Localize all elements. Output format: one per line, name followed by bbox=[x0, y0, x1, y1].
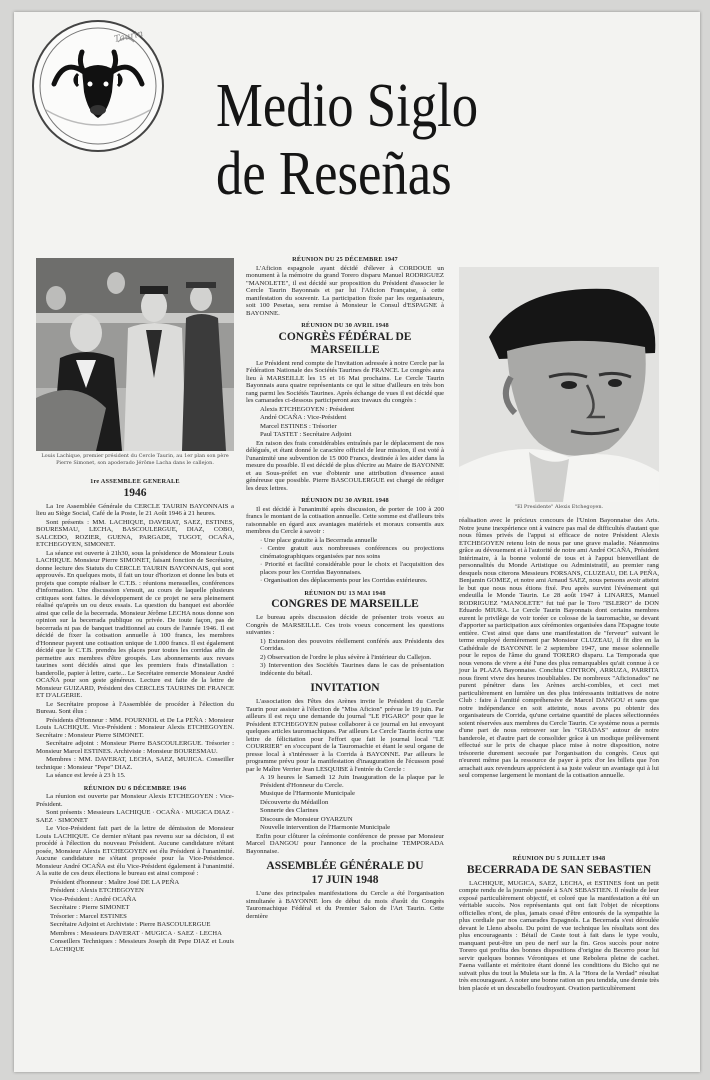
paragraph: Il est décidé à l'unanimité après discussion, de porter de 100 à 200 francs le montant de la cotisation annuelle. Cette somme est d'ailleurs très raisonnable en égard aux avantages matériels et moraux consentis aux membres du Cercle à savoir : bbox=[246, 505, 444, 535]
list-item: · Priorité et facilité considérable pour le choix et l'acquisition des places pour les Corridas Bayonnaises. bbox=[260, 561, 444, 576]
column-right bbox=[459, 517, 659, 781]
section-heading: RÉUNION DU 6 DÉCEMBRE 1946 bbox=[83, 784, 187, 792]
paragraph: LACHIQUE, MUGICA, SAEZ, LECHA, et ESTINES font un petit compte rendu de la journée passée à SAN SEBASTIEN. Il résulte de leur exposé particulièrement objectif, et coloré que la manifestation a été un véritable succès. Nos représentants qui ont fait l'objet de réceptions officielles n'ont, de plus, jamais cessé d'être entourés de la sympathie la plus cordiale par nos camarades Espagnols. La Becerrada s'est déroulée devant le Lleno absolu. Du point de vue technique les résultats sont des plus encourageants : Bétail de Caste tout à fait dans le type voulu, manquant peut-être un peu de nerf sur la fin. Gros succès pour notre Torero qui profita des bonnes dispositions d'origine du Becerro pour lui servir quelques bonnes Véroniques et une Rebolera pleine de cachet. Faena vaillante et méritoire étant donné les conditions du Bicho qui ne suivait plus du tout la Muleta sur la fin. A la "Hora de la Verdad" résultat très encourageant. A noter une bonne ration un peu tendida, une demie très bien placée et un descabello foudroyant. Ovation particulièrement bbox=[459, 879, 659, 992]
list-item: Conseillers Techniques : Messieurs Joseph dit Pepe DIAZ et Louis LACHIQUE bbox=[50, 938, 234, 953]
poster-page bbox=[14, 12, 700, 1072]
list-item: Alexis ETCHEGOYEN : Président bbox=[260, 405, 355, 413]
list-item: Trésorier : Marcel ESTINES bbox=[50, 912, 127, 920]
section-title: 17 JUIN 1948 bbox=[311, 874, 379, 886]
title-line-1: Medio Siglo bbox=[216, 72, 479, 140]
photo2-caption: "El Presidente" Alexis Etchegoyen. bbox=[514, 504, 604, 510]
section-title: ASSEMBLÉE GÉNÉRALE DU bbox=[266, 860, 424, 872]
paragraph: Le bureau après discussion décide de présenter trois voeux au Congrès de MARSEILLE. Ces trois voeux concernent les questions suivantes : bbox=[246, 614, 444, 636]
list-item: Président : Alexis ETCHEGOYEN bbox=[50, 887, 144, 894]
paragraph: L'association des Fêtes des Arènes invite le Président du Cercle Taurin pour assister à l'élection de "Miss Aficion" prévue le 19 juin. Par ailleurs il est reçu une demande du journal "LE FIGARO" pour que le Président ETCHEGOYEN puisse collaborer à ce journal en lui envoyant quelques articles tauromachiques. Par ailleurs Le Cercle Taurin écrira une lettre de félicitation pour l'effort que fait le journal local "LE COURRIER" en s'occupant de la Tauromachie et étant le seul organe de presse local à s'intéresser à la Corrida à BAYONNE. Par ailleurs le programme prévu pour la manifestation d'inauguration de l'écusson posé par le Maître Verrier Jean LESQUIBE à l'entrée du Cercle : bbox=[246, 698, 444, 773]
list-item: Sonnerie des Clarines bbox=[260, 807, 319, 814]
page-title bbox=[216, 72, 616, 208]
portrait-photo-president bbox=[459, 267, 659, 502]
list-item: · Centre gratuit aux nombreuses conférences ou projections cinématographiques organisées par nos soins bbox=[260, 545, 444, 560]
list-item: Découverte du Médaillon bbox=[260, 798, 329, 806]
section-heading: RÉUNION DU 25 DÉCEMBRE 1947 bbox=[292, 256, 398, 263]
list-item: · Organisation des déplacements pour les Corridas extérieures. bbox=[260, 577, 428, 584]
paragraph: La réunion est ouverte par Monsieur Alexis ETCHEGOYEN : Vice-Président. bbox=[36, 793, 234, 808]
section-title: BECERRADA DE SAN SEBASTIEN bbox=[466, 863, 652, 876]
paragraph: L'Aficion espagnole ayant décidé d'élever à CORDOUE un monument à la mémoire du grand Torero disparu Manuel RODRIGUEZ "MANOLETE", il est décidé sur proposition du Président d'associer le Cercle Taurin Bayonnais et par lui l'Aficion Française, à cette manifestation du souvenir. La participation fixée par les organisateurs, soit 100 Pesetas, sera remise à Monsieur le Consul d'ESPAGNE à BAYONNE. bbox=[246, 264, 444, 317]
list-item: Discours de Monsieur OYARZUN bbox=[260, 815, 353, 823]
column-middle bbox=[246, 256, 444, 921]
bull-logo-icon bbox=[32, 20, 164, 152]
paragraph: réalisation avec le précieux concours de l'Union Bayonnaise des Arts. Notre jeune inexpérience ont à vaincre pas mal de difficultés d'autant que nous fûmes privés de l'appui si efficace de notre Président Alexis ETCHEGOYEN retenu loin de nous par une grave maladie. Néanmoins grâce au dévouement et à l'autorité de notre ami André OCAÑA, Président Intérimaire, à la bonne volonté de tous et à l'appui bienveillant de personnalités du Monde Artistique ou Administratif, au premier rang desquels nous citerons Messieurs FORSANS, CLUZEAU, DE LA PEÑA, Benjamin GOMEZ, et notre ami Arnaud SAEZ, nous pensons avoir atteint le but que nous nous étions fixé. Peu après survint l'événement qui endeuilla le Monde Taurin. Le 28 août 1947 à LINARES, Manuel RODRIGUEZ "MANOLETE" fut tué par le Toro "ISLERO" de DON Eduardo MIURA. Le Cercle Taurin Bayonnais dont certains membres eurent le privilège de voir toréer ce colosse de la tauromachie, se devant d'apporter sa participation aux cérémonies organisées dans l'Espagne toute entière. C'est ainsi que dans une manifestation de "ferveur" suivant le terme employé dernièrement par Monsieur CLUZEAU, il fit dire en la Cathédrale de BAYONNE le 2 septembre 1947, une messe solennelle pour le repos de l'âme du grand TORERO disparu. La Temporada que nous venons de vivre a été l'une des plus remarquables qu'ait connue à ce jour la PLAZA Bayonnaise. Conchita CINTRON, ARRUZA, PARRITA nous firent vivre des heures inoubliables. De nombreux "Aficionados" ne purent pénétrer dans les Arènes archi-combles, et ceci met particulièrement en lumière un des plus intéressants initiatives de notre Club : faire à l'amitié compréhensive de Marcel DANGOU et sans que notre indépendance en soit atteinte, nous avons pu obtenir des organisateurs de Corrida, qu'une certaine quantité de places sélectionnées soient réservées aux membres du Cercle Taurin. Ce système nous a permis d'une part de nous retrouver sur les "GRADAS" autour de notre banderole, et d'autre part de consolider grâce à un modique prélèvement effectué sur le prix de chaque place mise à notre disposition, notre trésorerie durement secouée par l'organisation du congrès. Ceux qui n'eurent même pas la ressource de payer à prix d'or les billets que l'on arrachait aux revendeurs apprécient à sa juste valeur un avantage qui à lui seul compense largement le montant de la cotisation annuelle. bbox=[459, 517, 659, 779]
list-item: 1) Extension des pouvoirs réellement conférés aux Présidents des Corridas. bbox=[260, 637, 444, 652]
paragraph: Enfin pour clôturer la cérémonie conférence de presse par Monsieur Marcel DANGOU pour l'annonce de la prochaine TEMPORADA Bayonnaise. bbox=[246, 832, 444, 855]
list-item: Marcel ESTINES : Trésorier bbox=[260, 422, 337, 430]
section-heading: 1re ASSEMBLEE GENERALE bbox=[90, 478, 180, 485]
photo1-caption: Louis Lachique, premier président du Cercle Taurin, au 1er plan son père Pierre Simonet, son apoderado Jérôme Lacha dans le callejon. bbox=[41, 453, 229, 466]
section-heading: RÉUNION DU 30 AVRIL 1948 bbox=[301, 322, 389, 329]
list-item: A 19 heures le Samedi 12 Juin Inauguration de la plaque par le Président d'Honneur du Cercle. bbox=[260, 774, 444, 789]
list-item: Paul TASTET : Secrétaire Adjoint bbox=[260, 431, 352, 438]
section-title: CONGRÈS FÉDÉRAL DE MARSEILLE bbox=[278, 330, 412, 356]
section-title: CONGRES DE MARSEILLE bbox=[271, 598, 419, 610]
section-title: INVITATION bbox=[310, 682, 380, 694]
paragraph: Sont présents : Messieurs LACHIQUE · OCAÑA · MUGICA DIAZ · SAEZ · SIMONET bbox=[36, 809, 234, 824]
list-item: 3) Intervention des Sociétés Taurines dans le cas de présentation indécente du bétail. bbox=[260, 662, 444, 677]
paragraph: La 1re Assemblée Générale du CERCLE TAURIN BAYONNAIS a lieu au Siège Social, Café de la Poste, le 21 Août 1946 à 21 heures. bbox=[36, 502, 234, 517]
section-heading: RÉUNION DU 30 AVRIL 1948 bbox=[301, 497, 389, 504]
logo-script-text: Taurin bbox=[113, 29, 145, 45]
list-item: · Une place gratuite à la Becerrada annuelle bbox=[260, 536, 378, 544]
list-item: Secrétaire Adjoint et Archiviste : Pierre BASCOULERGUE bbox=[50, 921, 211, 928]
list-item: Nouvelle intervention de l'Harmonie Municipale bbox=[260, 824, 391, 831]
list-item: Musique de l'Harmonie Municipale bbox=[260, 790, 355, 797]
section-heading: RÉUNION DU 13 MAI 1948 bbox=[304, 589, 386, 597]
paragraph: La séance est ouverte à 21h30, sous la présidence de Monsieur Louis LACHIQUE. Monsieur Pierre SIMONET, faisant fonction de Secrétaire, donne lecture des Statuts du CERCLE TAURIN BAYONNAIS, qui sont approuvés. En quelques mots, il fait un tour d'horizon et donne les buts et projets que compte réaliser le C.T.B. : réunions mensuelles, conférences d'information. Une discussion s'ensuit, au cours de laquelle plusieurs critiques sont faites. le développement de ce projet ne sera pleinement réalisé qu'après un ou deux essais. La question du banquet est abordée ainsi que celle de la becerrada. Monsieur Jérôme LECHA nous donne son opinion sur la becerrada publique ou privée. De toute façon, pas de becerrada ni pas de banquet traditionnel au cours de l'année 1946. Il est décidé de fixer la cotisation annuelle à 100 francs, les membres d'Honneur payent une cotisation unique de 1.000 francs. Il est également décidé que le C.T.B. prendra les places pour toutes les corridas afin de permettre aux membres d'être groupés. Les abonnements aux revues taurines sont décidés ainsi que les premiers frais d'installation : banderolle, papier à lettre, carte... Le Secrétaire remercie Monsieur André OCAÑA pour son geste généreux. Lecture est faite de la lettre de Monsieur GUIZARD, Président des CERCLES TAURINS DE FRANCE ET D'ALGERIE. bbox=[36, 549, 234, 699]
paragraph: Le Secrétaire propose à l'Assemblée de procéder à l'élection du Bureau. Sont élus : bbox=[36, 700, 234, 715]
historic-photo-toreros bbox=[36, 258, 234, 451]
paragraph: Secrétaire adjoint : Monsieur Pierre BASCOULERGUE. Trésorier : Monsieur Marcel ESTINES. Archiviste : Monsieur BOURESMAU. bbox=[36, 740, 234, 755]
paragraph: En raison des frais considérables entraînés par le déplacement de nos délégués, et étant donné le caractère officiel de leur mission, il est voté à l'unanimité une subvention de 15 000 Francs, destinée à les aider dans la mesure du possible. Il est décidé de plus d'écrire au Maire de BAYONNE et au Sous-préfet en vue d'obtenir une attribution d'essence aussi généreuse que possible. Pierre BASCOULERGUE est chargé de rédiger les deux lettres. bbox=[246, 439, 444, 492]
paragraph: Sont présents : MM. LACHIQUE, DAVERAT, SAEZ, ESTINES, BOURESMAU, LECHA, BASCOULERGUE, DIAZ, COBO, SALCEDO, ROZIER, GUENA, PARGADE, TUGOT, OCAÑA, ETCHEGOYEN, SIMONET. bbox=[36, 518, 234, 548]
list-item: Membres : Messieurs DAVERAT · MUGICA · SAEZ · LECHA bbox=[50, 929, 222, 937]
paragraph: L'une des principales manifestations du Cercle a été l'organisation simultanée à BAYONNE lors de début du mois d'août du Congrès Tauromachique Fédéral et du Premier Salon de l'Art Taurin. Cette dernière bbox=[246, 890, 444, 920]
list-item: 2) Observation de l'ordre le plus sévère à l'intérieur du Callejon. bbox=[260, 653, 432, 661]
list-item: Vice-Président : André OCAÑA bbox=[50, 895, 137, 903]
paragraph: Présidents d'Honneur : MM. FOURNIOL et De La PEÑA : Monsieur Louis LACHIQUE. Vice-Président : Monsieur Alexis ETCHEGOYEN. Secrétaire : Monsieur Pierre SIMONET. bbox=[36, 716, 234, 739]
paragraph: Le Vice-Président fait part de la lettre de démission de Monsieur Louis LACHIQUE. Ce dernier n'étant pas revenu sur sa décision, il est procédé à l'élection du nouveau Président. Aucune candidature n'étant posée, Monsieur Alexis ETCHEGOYEN est élu Président à l'unanimité. Aucune candidature ne s'étant proposée pour la Vice-Présidence. Monsieur André OCAÑA est élu Vice-Président également à l'unanimité. A la suite de ces deux élections le bureau est ainsi composé : bbox=[36, 825, 234, 877]
paragraph: Membres : MM. DAVERAT, LECHA, SAEZ, MUJICA. Conseiller technique : Monsieur "Pepe" DIAZ. bbox=[36, 756, 234, 771]
list-item: Président d'honneur : Maître José DE LA PEÑA bbox=[50, 878, 180, 886]
paragraph: La séance est levée à 23 h 15. bbox=[46, 772, 126, 779]
title-line-2: de Reseñas bbox=[216, 140, 452, 208]
list-item: André OCAÑA : Vice-Président bbox=[260, 414, 347, 421]
section-year: 1946 bbox=[123, 486, 147, 499]
list-item: Secrétaire : Pierre SIMONET bbox=[50, 904, 130, 911]
section-heading: RÉUNION DU 5 JUILLET 1948 bbox=[512, 855, 606, 862]
paragraph: Le Président rend compte de l'invitation adressée à notre Cercle par la Fédération Nationale des Sociétés Taurines de FRANCE. Le congrès aura lieu à MARSEILLE les 15 et 16 Mai prochains. Le Cercle Taurin Bayonnais aura quatre représentants ce qui le situe d'ailleurs en très bon rang parmi les Sociétés Taurines. Après échange de vues il est décidé que les camarades ci-dessous participeront aux travaux du congrès : bbox=[246, 359, 444, 404]
column-right-lower bbox=[459, 855, 659, 993]
column-left bbox=[36, 478, 234, 954]
